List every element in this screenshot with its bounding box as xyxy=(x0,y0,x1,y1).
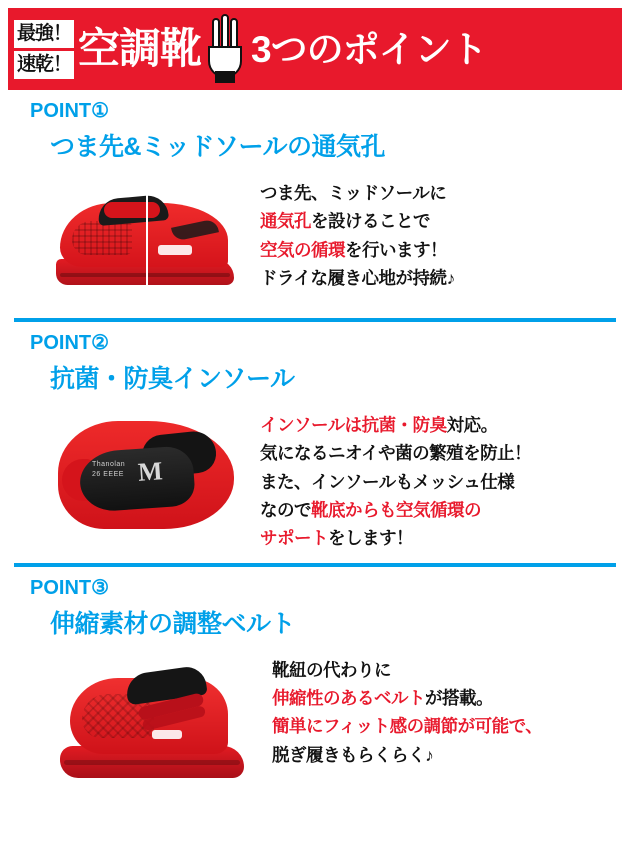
text-line: また、インソールもメッシュ仕様 xyxy=(260,471,515,492)
text-line-highlight: 伸縮性のあるベルト xyxy=(272,688,425,709)
text-line-highlight: インソールは抗菌・防臭 xyxy=(260,415,447,435)
shoe-mesh-area xyxy=(72,221,132,255)
text-line: ドライな履き心地が持続♪ xyxy=(260,268,455,289)
text-line: が搭載。 xyxy=(425,688,493,709)
insole-logo-mark: M xyxy=(136,456,164,487)
header-banner xyxy=(8,8,622,90)
photo-split-divider xyxy=(146,183,148,301)
text-line: 気になるニオイや菌の繁殖を防止！ xyxy=(260,443,532,464)
insole-brand-text: Thanolan xyxy=(92,461,126,468)
text-line: 脱ぎ履きもらくらく♪ xyxy=(272,744,434,765)
text-line-highlight: 空気の循環 xyxy=(260,239,345,260)
point-title-1: つま先&ミッドソールの通気孔 xyxy=(50,133,386,161)
point-section-2 xyxy=(0,330,630,553)
point-title-2: 抗菌・防臭インソール xyxy=(50,365,295,393)
text-line-highlight: 靴底からも空気循環の xyxy=(311,500,481,521)
text-line: 靴紐の代わりに xyxy=(272,659,391,680)
point-content-3 xyxy=(16,650,614,800)
point-section-3 xyxy=(0,575,630,800)
point-content-1 xyxy=(16,173,614,308)
text-line: つま先、ミッドソールに xyxy=(260,183,447,203)
shoe-side-view-vent-holes-photo xyxy=(46,173,246,308)
header-badges xyxy=(14,20,74,79)
text-line-highlight: 通気孔 xyxy=(260,211,311,232)
shoe-logo xyxy=(152,730,182,739)
header-main-title: 空調靴 xyxy=(78,25,202,72)
shoe-tongue xyxy=(104,202,160,218)
point-text-1 xyxy=(260,173,455,308)
shoe-sole-line xyxy=(60,273,230,277)
section-divider-1 xyxy=(14,318,616,322)
hand-three-fingers-icon xyxy=(203,13,249,85)
shoe-logo xyxy=(158,245,192,255)
header-main-title-group xyxy=(78,13,487,85)
badge-quickdry: 速乾！ xyxy=(14,51,74,79)
point-title-3: 伸縮素材の調整ベルト xyxy=(50,609,296,638)
insole-size-text: 26 EEEE xyxy=(92,471,124,478)
text-line-highlight: 簡単にフィット感の調節が可能で、 xyxy=(272,716,543,737)
header-sub-title: 3つのポイント xyxy=(251,28,487,70)
text-line: をします！ xyxy=(328,528,413,549)
badge-strongest: 最強！ xyxy=(14,20,74,48)
text-line-highlight: サポート xyxy=(260,528,328,549)
text-line: 対応。 xyxy=(446,415,498,435)
product-feature-page xyxy=(0,8,630,858)
point-text-2 xyxy=(260,405,531,553)
shoe-front-view-stretch-belt-photo xyxy=(46,650,258,800)
text-line: なので xyxy=(260,500,311,521)
point-label-2: POINT② xyxy=(30,332,110,354)
point-section-1 xyxy=(0,98,630,308)
point-content-2 xyxy=(16,405,614,553)
text-line: を設けることで xyxy=(311,211,430,232)
section-divider-2 xyxy=(14,563,616,567)
shoe-sole-line xyxy=(64,760,240,765)
point-text-3 xyxy=(272,650,542,800)
shoe-insole-top-view-photo xyxy=(46,405,246,545)
point-label-3: POINT③ xyxy=(30,576,110,599)
point-label-1: POINT① xyxy=(30,100,110,122)
text-line: を行います！ xyxy=(345,239,447,260)
